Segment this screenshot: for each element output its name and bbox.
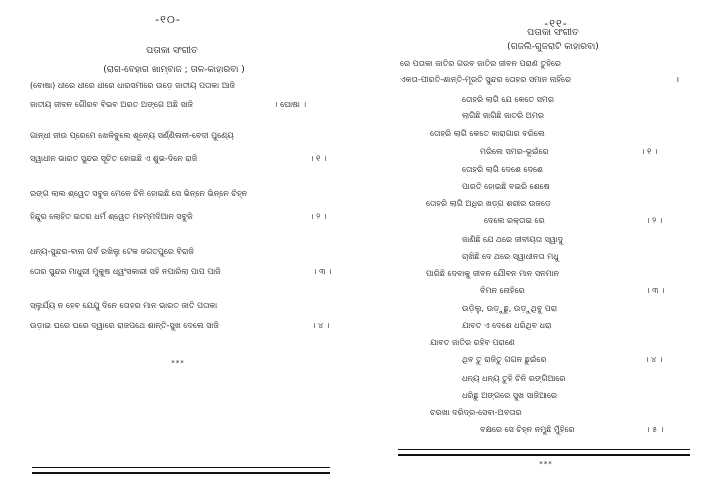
page-number: -୧୦-	[155, 13, 181, 26]
verse-line: ଦେଲେ ରକ୍ତାଇ ରେ	[484, 216, 545, 225]
divider	[398, 454, 690, 456]
verse-line: ତୋହରି ଲାଗି ଅଧିର ଖଡ଼୍ଗ ଶରୀର ଉଜଡେ	[426, 199, 551, 208]
verse-line: ଯାବତ ଏ ଦେଶେ ଧରିଥିବ ଧରା	[462, 321, 552, 330]
raga-tala: (ଗଜଲି-ଗୁଜରାଟି କାହାରବା)	[507, 42, 599, 52]
verse-line: ସ୍ଲୁର୍ଯ୍ୟ ନ ହେବ ଯେଯୁ ଦିନେ ତୋହର ମାନ ଭାରତ ଜାତି ପତାକା	[30, 301, 218, 310]
verse-line: ଧରିଛୁ ଅଙ୍ଗରେ ସୁଖ ସାଜିଆରେ	[462, 391, 557, 400]
stanza-number: । ୨ ।	[646, 216, 663, 225]
verse-line: ଉଡ଼ିଲୁ, ଉଡ଼ୁଛୁ, ଉଡ଼ୁଥିବୁ ପରା	[462, 304, 558, 313]
verse-line: ତୋର ସୁନ୍ଦର ମାଧୁରୀ ମୁକୁଷ ଧ୍ୱଂସକାରୀ ସହି ନପାରିଲା ପାପ ପାଜି	[30, 267, 221, 276]
verse-line: ଚାଖିଛି ଦେ ଥରେ ସ୍ୱାଧୀନତା ମଧୁ	[462, 252, 559, 261]
stanza-number: । ୧ ।	[641, 147, 658, 156]
verse-line: ବିମନ ନୋହିରେ	[480, 286, 525, 295]
verse-line: ତୋହରି ଲାଗି କେତେ କାରାଗାର ବରିଲେ	[430, 129, 545, 138]
verse-line: ଧନ୍ୟ ଧନ୍ୟ ତୁହି ଚିନି ରଙ୍ଗିଆରେ	[462, 374, 566, 383]
stanza-number: । ୫ ।	[646, 425, 664, 434]
verse-line: ଗାନ୍ଧୀ ଜୀଉ ପ୍ରେମେ ଖେଳିବୁଲେ ଶୂନ୍ୟେ ସର୍ଣ୍ଣିଳାନୀ-ବେଦୀ ପୁଣ୍ୟେ	[30, 131, 234, 140]
verse-line: ତୋହରି ଲାଗି ଦେଶେ ଦେଶେ	[462, 165, 543, 174]
verse-line: ଜାଣିଛି ଯେ ଥରେ ଜୀବୀୟତା ସ୍ୱାଦୁ	[462, 235, 564, 244]
raga-tala: (ରାଗ-ବେହାଗ ଖାମ୍ବାଜ ; ତାଳ-କାହାରବା )	[103, 65, 245, 75]
chorus-marker: । ଘୋଷା ।	[274, 100, 307, 109]
verse-line: ତୋହରି ଲାଗି ଯେ କେତେ ସମର	[462, 95, 554, 104]
stanza-number: । ୩ ।	[313, 267, 332, 276]
verse-line: ଧନ୍ୟ-ସୁନ୍ଦର-ବାନା ଗର୍ବ ରଖିଲୁ ଟେକ ଜଗତପୁରେ ବିରାଜି	[30, 247, 194, 256]
verse-line: ପାରତି ହୋଇଛି ବଇରି ଶେଷେ	[462, 182, 550, 191]
verse-line: ସ୍ୱାଧୀନ ଭାରତ ସୁନ୍ଦର ସୂଚିତ ହୋଇଛି ଏ ଶୁଭ-ଦିନେ ରାଜି	[30, 154, 198, 163]
stanza-number: । ୪ ।	[312, 321, 330, 330]
verse-line: ପାରିଛି ଦେବାକୁ ଜୀବନ ଯୌବନ ମାନ ସନମାନ	[426, 269, 560, 278]
stanza-number: । ୨ ।	[310, 212, 327, 221]
divider	[398, 449, 690, 450]
song-title: ପତାକା ସଂଗୀତ	[527, 27, 579, 38]
chorus-line: ଜାତୀୟ ଜୀବନ ଗୌରବ ବିଭବ ଅରତ ଅଙ୍ଗେ ଅଛି ସାଜି	[30, 100, 194, 109]
verse-line: ଯାବତ ଜାତିର ରହିବ ପରାଣେ	[430, 338, 515, 347]
stanza-number: । ୩ ।	[646, 286, 665, 295]
end-mark: ***	[171, 359, 185, 367]
stanza-number: । ୪ ।	[645, 355, 663, 364]
verse-line: ଥିବ ତୁ ରାଜିତୁ ଗଗନ ଛୁଇଁରେ	[462, 355, 547, 364]
verse-line: ଏକତା-ପୀରତି-ଶାନ୍ତି-ମୂରତି ସୁନ୍ଦର ତୋହର ସମାନ ନାହିଁରେ	[400, 75, 572, 84]
divider	[32, 467, 330, 468]
verse-line: ମରିଲେ ସମର-ଭୂଇଁରେ	[480, 147, 549, 156]
verse-line: ରେ ପତାକା ଜାତିର ଗରବ ଜାତିର ଜୀବନ ପରାଣ ତୁହିରେ	[400, 59, 561, 68]
verse-line: ହିନ୍ଦୁର ଲୋହିତ ଇତର ଧର୍ମ ଶ୍ୱେତ ମହମ୍ମଦିଆନ ସବୁଜି	[30, 212, 193, 221]
stanza-marker: ।	[676, 75, 680, 84]
chorus-line: (ବୋଷା) ଧୀରେ ଧୀରେ ଧୀରେ ଧାରସମୀରେ ଉଡ଼େ ଜାତୀୟ ପତାକା ଆଜି	[30, 81, 235, 90]
verse-line: ବକ୍ଷରେ ସେ ଚିହ୍ନ ନମୁଛି ମୁଁହିରେ	[480, 425, 575, 434]
page-number: -୧୧-	[544, 17, 568, 30]
stanza-number: । ୧ ।	[310, 154, 327, 163]
divider	[32, 472, 330, 474]
verse-line: ଲାଗିଛି ଜାଗିଛି ଜାତରି ଅମର	[462, 111, 544, 120]
right-page	[360, 0, 720, 490]
end-mark: ***	[539, 460, 553, 468]
verse-line: ଉଡ଼ାଇ ଘରେ ଘରେ ଦ୍ୱାରେ ରାଜପଥେ ଶାନ୍ତି-ସୁଖ ଦେଲେ ସାଜି	[30, 321, 219, 330]
verse-line: ରଙ୍ଗ ଲାଲ ଶ୍ୱେତ ସବୁଜ ମେଳେ ଚିନି ହୋଇଛି ସେ ଭିନ୍ନେ ଭିନ୍ନେ ଚିହ୍ନ	[30, 189, 248, 198]
song-title: ପତାକା ସଂଗୀତ	[146, 45, 198, 56]
verse-line: ଚରଖା ଦରିଦ୍ର-ସେବା-ଅବତାର	[430, 408, 522, 417]
